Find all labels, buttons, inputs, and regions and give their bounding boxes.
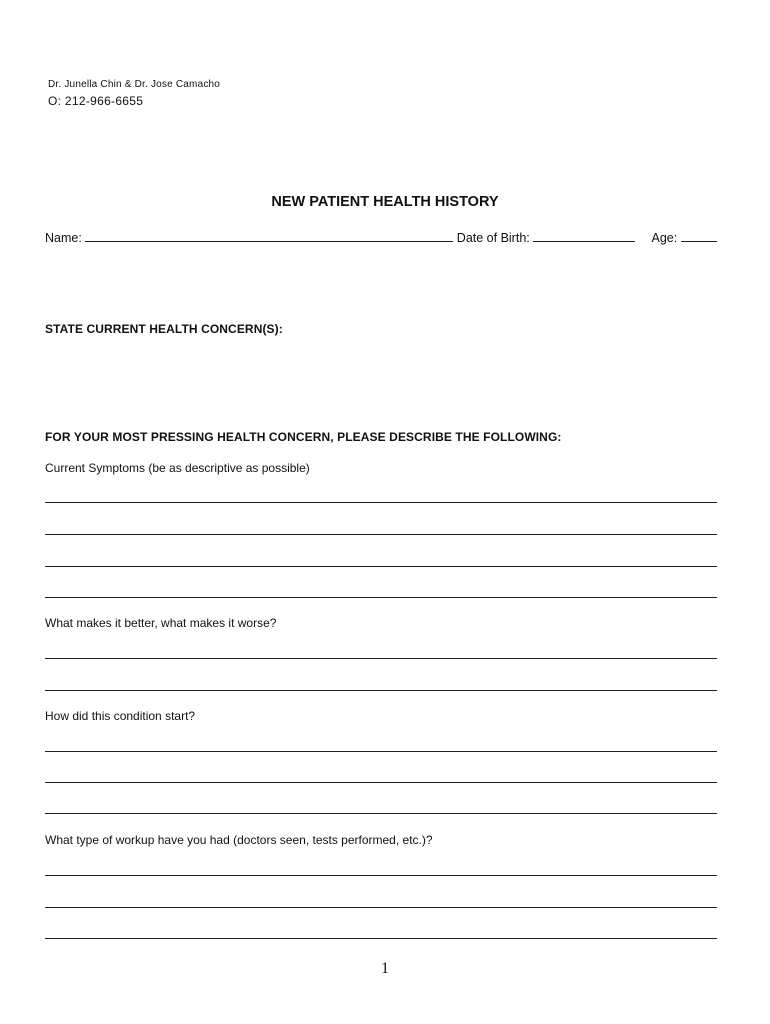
- age-field[interactable]: [681, 229, 717, 242]
- workup-question: What type of workup have you had (doctors seen, tests performed, etc.)?: [45, 833, 433, 847]
- answer-line[interactable]: [45, 907, 717, 908]
- answer-line[interactable]: [45, 502, 717, 503]
- answer-line[interactable]: [45, 658, 717, 659]
- form-title: NEW PATIENT HEALTH HISTORY: [271, 194, 499, 210]
- condition-start-question: How did this condition start?: [45, 709, 196, 723]
- patient-info-row: [45, 229, 717, 245]
- dob-label: Date of Birth:: [456, 231, 530, 245]
- answer-line[interactable]: [45, 938, 717, 939]
- dob-field[interactable]: [533, 229, 635, 242]
- answer-line[interactable]: [45, 751, 717, 752]
- office-phone: O: 212-966-6655: [48, 94, 144, 108]
- answer-line[interactable]: [45, 813, 717, 814]
- answer-line[interactable]: [45, 566, 717, 567]
- doctors-names: Dr. Junella Chin & Dr. Jose Camacho: [48, 79, 221, 90]
- pressing-concern-heading: FOR YOUR MOST PRESSING HEALTH CONCERN, PLEASE DESCRIBE THE FOLLOWING:: [45, 430, 562, 444]
- age-label: Age:: [651, 231, 678, 245]
- current-symptoms-question: Current Symptoms (be as descriptive as possible): [45, 461, 310, 475]
- answer-line[interactable]: [45, 875, 717, 876]
- name-field[interactable]: [85, 229, 453, 242]
- current-concerns-heading: STATE CURRENT HEALTH CONCERN(S):: [45, 322, 283, 336]
- answer-line[interactable]: [45, 534, 717, 535]
- better-worse-question: What makes it better, what makes it worse?: [45, 616, 277, 630]
- page-number: 1: [381, 960, 389, 977]
- answer-line[interactable]: [45, 690, 717, 691]
- answer-line[interactable]: [45, 597, 717, 598]
- answer-line[interactable]: [45, 782, 717, 783]
- name-label: Name:: [45, 231, 82, 245]
